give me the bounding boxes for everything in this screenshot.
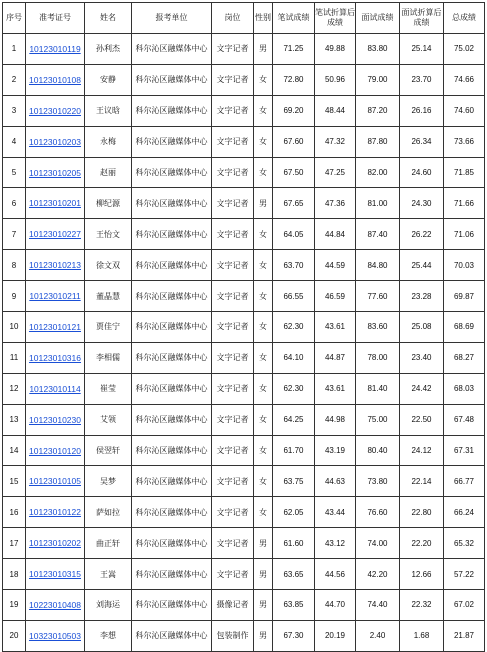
unit-cell: 科尔沁区融媒体中心 [132, 435, 212, 466]
seq-cell: 8 [3, 250, 26, 281]
ticket-number-link[interactable]: 10123010315 [28, 569, 81, 580]
written-converted-cell: 46.59 [315, 281, 356, 312]
written-converted-cell: 47.36 [315, 188, 356, 219]
col-header-written-converted: 笔试折算后成绩 [315, 3, 356, 34]
name-cell: 萨如拉 [85, 497, 132, 528]
name-cell: 李想 [85, 620, 132, 651]
written-converted-cell: 20.19 [315, 620, 356, 651]
seq-cell: 11 [3, 342, 26, 373]
table-row [3, 373, 485, 404]
written-converted-cell: 50.96 [315, 64, 356, 95]
total-score-cell: 74.60 [444, 95, 485, 126]
total-score-cell: 71.85 [444, 157, 485, 188]
interview-score-cell: 75.00 [356, 404, 400, 435]
post-cell: 文字记者 [212, 435, 254, 466]
interview-converted-cell: 25.14 [400, 34, 444, 65]
total-score-cell: 66.77 [444, 466, 485, 497]
unit-cell: 科尔沁区融媒体中心 [132, 250, 212, 281]
unit-cell: 科尔沁区融媒体中心 [132, 590, 212, 621]
gender-cell: 女 [254, 466, 273, 497]
gender-cell: 男 [254, 528, 273, 559]
name-cell: 侯翌轩 [85, 435, 132, 466]
post-cell: 文字记者 [212, 188, 254, 219]
post-cell: 文字记者 [212, 404, 254, 435]
interview-converted-cell: 1.68 [400, 620, 444, 651]
col-header-interview-converted: 面试折算后成绩 [400, 3, 444, 34]
ticket-number-link[interactable]: 10123010119 [29, 43, 81, 54]
written-converted-cell: 43.19 [315, 435, 356, 466]
ticket-number-cell [26, 219, 85, 250]
interview-score-cell: 87.80 [356, 126, 400, 157]
col-header-post: 岗位 [212, 3, 254, 34]
interview-score-cell: 87.20 [356, 95, 400, 126]
unit-cell: 科尔沁区融媒体中心 [132, 404, 212, 435]
header-row [3, 3, 485, 34]
written-converted-cell: 43.12 [315, 528, 356, 559]
ticket-number-link[interactable]: 10123010121 [28, 321, 81, 332]
interview-score-cell: 82.00 [356, 157, 400, 188]
interview-converted-cell: 26.22 [400, 219, 444, 250]
ticket-number-cell [26, 342, 85, 373]
name-cell: 贾佳宁 [85, 312, 132, 343]
seq-cell: 1 [3, 34, 26, 65]
gender-cell: 女 [254, 157, 273, 188]
ticket-number-link[interactable]: 10123010202 [28, 538, 81, 549]
table-row [3, 466, 485, 497]
unit-cell: 科尔沁区融媒体中心 [132, 188, 212, 219]
ticket-number-cell [26, 281, 85, 312]
ticket-number-link[interactable]: 10123010105 [28, 476, 81, 487]
interview-score-cell: 81.40 [356, 373, 400, 404]
total-score-cell: 67.02 [444, 590, 485, 621]
table-row [3, 559, 485, 590]
interview-score-cell: 87.40 [356, 219, 400, 250]
col-header-unit: 报考单位 [132, 3, 212, 34]
written-score-cell: 62.05 [273, 497, 315, 528]
written-converted-cell: 44.56 [315, 559, 356, 590]
ticket-number-link[interactable]: 10323010503 [28, 630, 81, 641]
interview-converted-cell: 24.12 [400, 435, 444, 466]
ticket-number-cell [26, 188, 85, 219]
written-converted-cell: 43.61 [315, 312, 356, 343]
interview-score-cell: 74.00 [356, 528, 400, 559]
written-score-cell: 61.70 [273, 435, 315, 466]
name-cell: 艾领 [85, 404, 132, 435]
table-body [3, 34, 485, 652]
ticket-number-cell [26, 373, 85, 404]
name-cell: 董晶慧 [85, 281, 132, 312]
table-row [3, 64, 485, 95]
written-score-cell: 62.30 [273, 373, 315, 404]
gender-cell: 男 [254, 620, 273, 651]
gender-cell: 女 [254, 312, 273, 343]
ticket-number-cell [26, 404, 85, 435]
total-score-cell: 71.06 [444, 219, 485, 250]
written-score-cell: 67.65 [273, 188, 315, 219]
unit-cell: 科尔沁区融媒体中心 [132, 281, 212, 312]
interview-score-cell: 84.80 [356, 250, 400, 281]
interview-score-cell: 80.40 [356, 435, 400, 466]
post-cell: 文字记者 [212, 64, 254, 95]
written-converted-cell: 49.88 [315, 34, 356, 65]
interview-score-cell: 77.60 [356, 281, 400, 312]
interview-score-cell: 81.00 [356, 188, 400, 219]
gender-cell: 女 [254, 219, 273, 250]
ticket-number-cell [26, 620, 85, 651]
total-score-cell: 68.69 [444, 312, 485, 343]
ticket-number-cell [26, 559, 85, 590]
total-score-cell: 68.27 [444, 342, 485, 373]
ticket-number-cell [26, 466, 85, 497]
interview-score-cell: 76.60 [356, 497, 400, 528]
written-score-cell: 62.30 [273, 312, 315, 343]
name-cell: 吴梦 [85, 466, 132, 497]
post-cell: 文字记者 [212, 528, 254, 559]
interview-converted-cell: 22.80 [400, 497, 444, 528]
seq-cell: 15 [3, 466, 26, 497]
name-cell: 王嵩 [85, 559, 132, 590]
gender-cell: 女 [254, 64, 273, 95]
name-cell: 赵丽 [85, 157, 132, 188]
unit-cell: 科尔沁区融媒体中心 [132, 157, 212, 188]
interview-converted-cell: 25.44 [400, 250, 444, 281]
ticket-number-link[interactable]: 10123010120 [28, 445, 81, 456]
written-converted-cell: 44.70 [315, 590, 356, 621]
written-converted-cell: 47.32 [315, 126, 356, 157]
seq-cell: 9 [3, 281, 26, 312]
name-cell: 孙利杰 [85, 34, 132, 65]
table-row [3, 590, 485, 621]
interview-score-cell: 73.80 [356, 466, 400, 497]
interview-converted-cell: 25.08 [400, 312, 444, 343]
gender-cell: 男 [254, 559, 273, 590]
interview-score-cell: 2.40 [356, 620, 400, 651]
post-cell: 文字记者 [212, 497, 254, 528]
col-header-name: 姓名 [85, 3, 132, 34]
name-cell: 崔莹 [85, 373, 132, 404]
post-cell: 文字记者 [212, 126, 254, 157]
table-row [3, 281, 485, 312]
interview-score-cell: 42.20 [356, 559, 400, 590]
written-score-cell: 67.30 [273, 620, 315, 651]
name-cell: 刘海运 [85, 590, 132, 621]
unit-cell: 科尔沁区融媒体中心 [132, 219, 212, 250]
written-converted-cell: 47.25 [315, 157, 356, 188]
interview-score-cell: 74.40 [356, 590, 400, 621]
seq-cell: 3 [3, 95, 26, 126]
table-row [3, 219, 485, 250]
written-converted-cell: 44.59 [315, 250, 356, 281]
interview-converted-cell: 26.16 [400, 95, 444, 126]
name-cell: 曲正轩 [85, 528, 132, 559]
written-converted-cell: 44.98 [315, 404, 356, 435]
written-converted-cell: 44.87 [315, 342, 356, 373]
total-score-cell: 68.03 [444, 373, 485, 404]
ticket-number-cell [26, 312, 85, 343]
gender-cell: 女 [254, 497, 273, 528]
col-header-interview-score: 面试成绩 [356, 3, 400, 34]
written-converted-cell: 48.44 [315, 95, 356, 126]
written-score-cell: 64.05 [273, 219, 315, 250]
name-cell: 王怡文 [85, 219, 132, 250]
ticket-number-cell [26, 34, 85, 65]
interview-converted-cell: 26.34 [400, 126, 444, 157]
gender-cell: 女 [254, 250, 273, 281]
gender-cell: 女 [254, 404, 273, 435]
ticket-number-link[interactable]: 10123010220 [28, 105, 81, 116]
interview-converted-cell: 23.40 [400, 342, 444, 373]
interview-converted-cell: 24.42 [400, 373, 444, 404]
written-score-cell: 67.60 [273, 126, 315, 157]
total-score-cell: 73.66 [444, 126, 485, 157]
score-table [2, 2, 485, 652]
interview-converted-cell: 24.30 [400, 188, 444, 219]
ticket-number-cell [26, 64, 85, 95]
seq-cell: 19 [3, 590, 26, 621]
gender-cell: 女 [254, 95, 273, 126]
table-row [3, 250, 485, 281]
post-cell: 文字记者 [212, 342, 254, 373]
gender-cell: 女 [254, 435, 273, 466]
ticket-number-link[interactable]: 10123010114 [29, 383, 81, 394]
table-row [3, 620, 485, 651]
interview-score-cell: 79.00 [356, 64, 400, 95]
post-cell: 摄像记者 [212, 590, 254, 621]
interview-score-cell: 78.00 [356, 342, 400, 373]
gender-cell: 女 [254, 126, 273, 157]
total-score-cell: 65.32 [444, 528, 485, 559]
table-row [3, 404, 485, 435]
seq-cell: 2 [3, 64, 26, 95]
ticket-number-link[interactable]: 10123010211 [29, 291, 81, 302]
written-score-cell: 64.25 [273, 404, 315, 435]
gender-cell: 男 [254, 188, 273, 219]
written-score-cell: 69.20 [273, 95, 315, 126]
ticket-number-cell [26, 528, 85, 559]
ticket-number-link[interactable]: 10123010203 [28, 136, 81, 147]
total-score-cell: 74.66 [444, 64, 485, 95]
seq-cell: 5 [3, 157, 26, 188]
ticket-number-cell [26, 157, 85, 188]
col-header-written-score: 笔试成绩 [273, 3, 315, 34]
post-cell: 文字记者 [212, 34, 254, 65]
table-row [3, 188, 485, 219]
interview-score-cell: 83.80 [356, 34, 400, 65]
col-header-total-score: 总成绩 [444, 3, 485, 34]
ticket-number-link[interactable]: 10123010316 [28, 352, 81, 363]
unit-cell: 科尔沁区融媒体中心 [132, 95, 212, 126]
ticket-number-link[interactable]: 10123010108 [28, 74, 81, 85]
interview-converted-cell: 12.66 [400, 559, 444, 590]
post-cell: 文字记者 [212, 157, 254, 188]
ticket-number-link[interactable]: 10123010122 [28, 507, 81, 518]
seq-cell: 14 [3, 435, 26, 466]
total-score-cell: 71.66 [444, 188, 485, 219]
interview-converted-cell: 22.20 [400, 528, 444, 559]
table-row [3, 528, 485, 559]
unit-cell: 科尔沁区融媒体中心 [132, 497, 212, 528]
written-score-cell: 66.55 [273, 281, 315, 312]
seq-cell: 6 [3, 188, 26, 219]
seq-cell: 10 [3, 312, 26, 343]
unit-cell: 科尔沁区融媒体中心 [132, 126, 212, 157]
table-row [3, 312, 485, 343]
col-header-gender: 性别 [254, 3, 273, 34]
unit-cell: 科尔沁区融媒体中心 [132, 342, 212, 373]
written-converted-cell: 44.63 [315, 466, 356, 497]
written-score-cell: 64.10 [273, 342, 315, 373]
unit-cell: 科尔沁区融媒体中心 [132, 34, 212, 65]
name-cell: 王议晗 [85, 95, 132, 126]
written-score-cell: 67.50 [273, 157, 315, 188]
ticket-number-link[interactable]: 10123010230 [28, 414, 81, 425]
name-cell: 安静 [85, 64, 132, 95]
col-header-seq: 序号 [3, 3, 26, 34]
unit-cell: 科尔沁区融媒体中心 [132, 64, 212, 95]
unit-cell: 科尔沁区融媒体中心 [132, 559, 212, 590]
ticket-number-cell [26, 435, 85, 466]
written-score-cell: 63.75 [273, 466, 315, 497]
ticket-number-cell [26, 126, 85, 157]
post-cell: 包装制作 [212, 620, 254, 651]
total-score-cell: 67.48 [444, 404, 485, 435]
table-row [3, 497, 485, 528]
post-cell: 文字记者 [212, 219, 254, 250]
written-converted-cell: 43.61 [315, 373, 356, 404]
interview-converted-cell: 23.70 [400, 64, 444, 95]
ticket-number-cell [26, 497, 85, 528]
unit-cell: 科尔沁区融媒体中心 [132, 466, 212, 497]
name-cell: 李相儒 [85, 342, 132, 373]
table-row [3, 157, 485, 188]
total-score-cell: 69.87 [444, 281, 485, 312]
post-cell: 文字记者 [212, 95, 254, 126]
ticket-number-link[interactable]: 10123010201 [28, 198, 81, 209]
table-row [3, 34, 485, 65]
ticket-number-link[interactable]: 10223010408 [28, 599, 81, 610]
ticket-number-link[interactable]: 10123010205 [28, 167, 81, 178]
ticket-number-cell [26, 590, 85, 621]
ticket-number-link[interactable]: 10123010213 [28, 260, 81, 271]
total-score-cell: 21.87 [444, 620, 485, 651]
ticket-number-cell [26, 95, 85, 126]
table-row [3, 342, 485, 373]
seq-cell: 12 [3, 373, 26, 404]
gender-cell: 女 [254, 373, 273, 404]
post-cell: 文字记者 [212, 312, 254, 343]
table-row [3, 95, 485, 126]
ticket-number-cell [26, 250, 85, 281]
interview-converted-cell: 22.50 [400, 404, 444, 435]
interview-converted-cell: 22.14 [400, 466, 444, 497]
total-score-cell: 66.24 [444, 497, 485, 528]
post-cell: 文字记者 [212, 559, 254, 590]
name-cell: 柳纪源 [85, 188, 132, 219]
total-score-cell: 70.03 [444, 250, 485, 281]
unit-cell: 科尔沁区融媒体中心 [132, 373, 212, 404]
gender-cell: 女 [254, 342, 273, 373]
interview-converted-cell: 22.32 [400, 590, 444, 621]
interview-converted-cell: 23.28 [400, 281, 444, 312]
unit-cell: 科尔沁区融媒体中心 [132, 620, 212, 651]
written-converted-cell: 43.44 [315, 497, 356, 528]
col-header-ticket-number: 准考证号 [26, 3, 85, 34]
seq-cell: 7 [3, 219, 26, 250]
seq-cell: 13 [3, 404, 26, 435]
gender-cell: 男 [254, 590, 273, 621]
written-score-cell: 72.80 [273, 64, 315, 95]
seq-cell: 4 [3, 126, 26, 157]
name-cell: 永梅 [85, 126, 132, 157]
name-cell: 徐文双 [85, 250, 132, 281]
gender-cell: 女 [254, 281, 273, 312]
interview-converted-cell: 24.60 [400, 157, 444, 188]
written-score-cell: 63.65 [273, 559, 315, 590]
written-score-cell: 71.25 [273, 34, 315, 65]
written-score-cell: 63.85 [273, 590, 315, 621]
written-score-cell: 61.60 [273, 528, 315, 559]
interview-score-cell: 83.60 [356, 312, 400, 343]
post-cell: 文字记者 [212, 373, 254, 404]
gender-cell: 男 [254, 34, 273, 65]
post-cell: 文字记者 [212, 250, 254, 281]
ticket-number-link[interactable]: 10123010227 [28, 229, 81, 240]
table-row [3, 435, 485, 466]
total-score-cell: 75.02 [444, 34, 485, 65]
total-score-cell: 57.22 [444, 559, 485, 590]
post-cell: 文字记者 [212, 281, 254, 312]
post-cell: 文字记者 [212, 466, 254, 497]
written-converted-cell: 44.84 [315, 219, 356, 250]
seq-cell: 16 [3, 497, 26, 528]
seq-cell: 17 [3, 528, 26, 559]
seq-cell: 18 [3, 559, 26, 590]
seq-cell: 20 [3, 620, 26, 651]
unit-cell: 科尔沁区融媒体中心 [132, 528, 212, 559]
written-score-cell: 63.70 [273, 250, 315, 281]
table-row [3, 126, 485, 157]
total-score-cell: 67.31 [444, 435, 485, 466]
unit-cell: 科尔沁区融媒体中心 [132, 312, 212, 343]
